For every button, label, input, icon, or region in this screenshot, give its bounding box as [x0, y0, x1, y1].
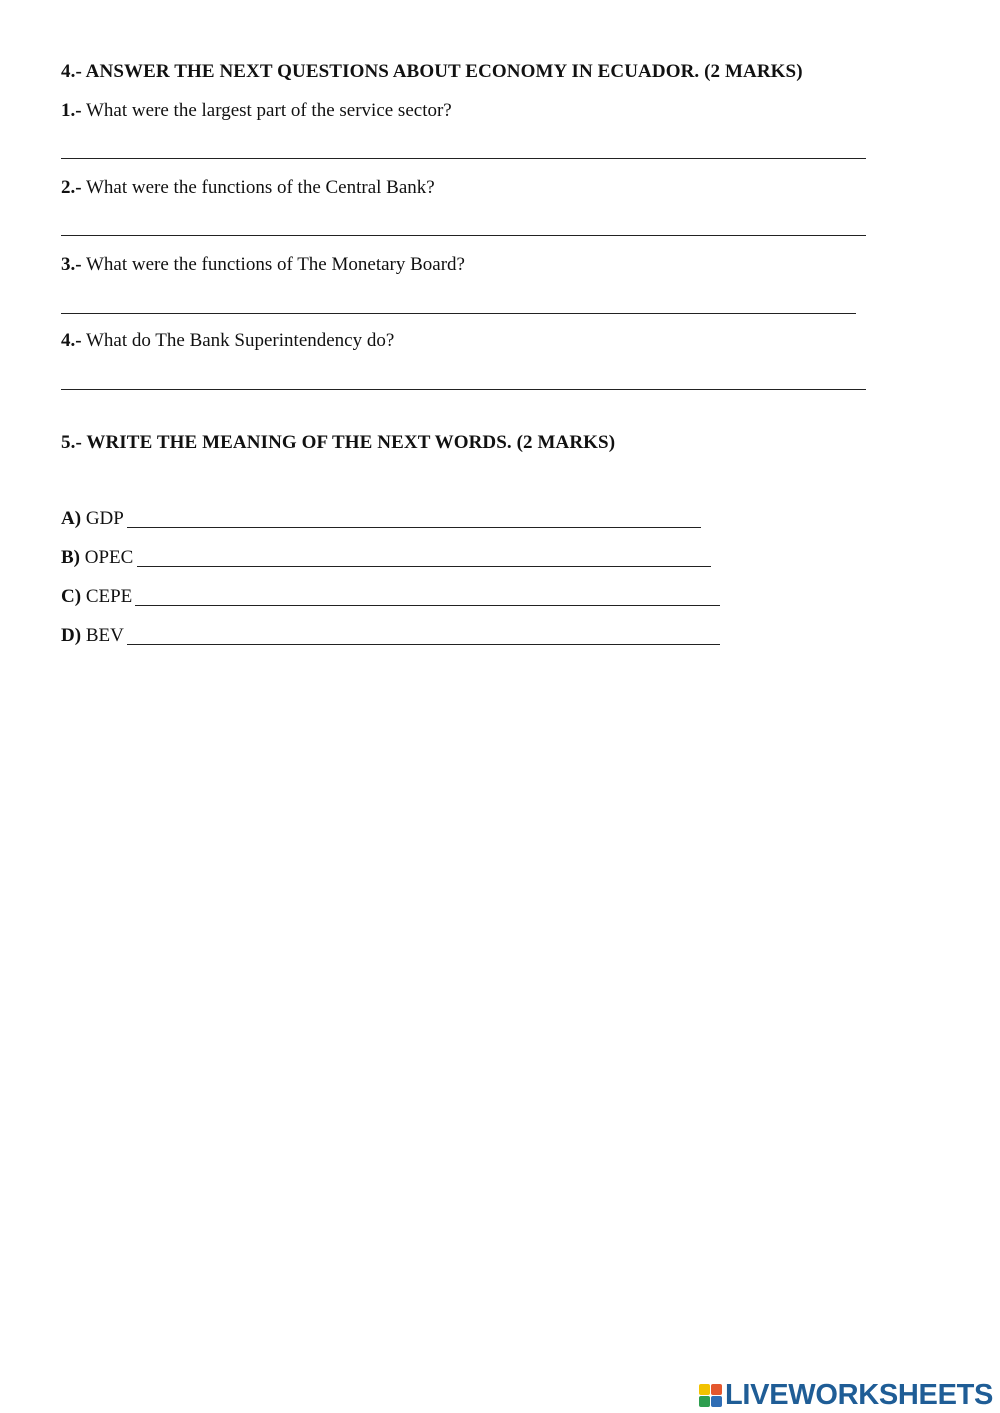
word-a-term: GDP [85, 508, 124, 529]
word-a-letter: A) [61, 508, 82, 529]
answer-line-1[interactable] [61, 158, 866, 159]
brand-name: LIVEWORKSHEETS [725, 1379, 994, 1411]
question-1 [61, 100, 452, 122]
question-2-text: What were the functions of the Central Bank? [81, 177, 435, 198]
word-b-letter: B) [61, 547, 80, 568]
question-4-text: What do The Bank Superintendency do? [81, 330, 395, 351]
question-2 [61, 177, 435, 199]
word-row-c [61, 586, 720, 610]
word-b-answer-line[interactable] [137, 566, 711, 567]
section-5-heading: 5.- WRITE THE MEANING OF THE NEXT WORDS. (2 MARKS) [61, 432, 616, 453]
question-4-number: 4.- [61, 330, 82, 351]
question-2-number: 2.- [61, 177, 82, 198]
question-3 [61, 254, 465, 276]
answer-line-3[interactable] [61, 313, 856, 314]
word-c-answer-line[interactable] [135, 605, 720, 606]
question-3-number: 3.- [61, 254, 82, 275]
answer-line-4[interactable] [61, 389, 866, 390]
word-a-answer-line[interactable] [127, 527, 701, 528]
word-b-term: OPEC [84, 547, 134, 568]
logo-square-3 [699, 1396, 710, 1407]
logo-square-4 [711, 1396, 722, 1407]
word-d-letter: D) [61, 625, 82, 646]
question-3-text: What were the functions of The Monetary Board? [81, 254, 465, 275]
logo-square-1 [699, 1384, 710, 1395]
question-1-text: What were the largest part of the service sector? [81, 100, 452, 121]
word-d-answer-line[interactable] [127, 644, 720, 645]
word-row-d [61, 625, 720, 649]
word-c-letter: C) [61, 586, 82, 607]
word-row-a [61, 508, 701, 532]
question-1-number: 1.- [61, 100, 82, 121]
word-d-term: BEV [85, 625, 124, 646]
word-row-b [61, 547, 711, 571]
liveworksheets-logo [698, 1380, 993, 1410]
word-c-term: CEPE [85, 586, 133, 607]
section-4-heading: 4.- ANSWER THE NEXT QUESTIONS ABOUT ECONOMY IN ECUADOR. (2 MARKS) [61, 61, 803, 82]
logo-square-2 [711, 1384, 722, 1395]
liveworksheets-icon [698, 1383, 722, 1407]
question-4 [61, 330, 394, 352]
answer-line-2[interactable] [61, 235, 866, 236]
